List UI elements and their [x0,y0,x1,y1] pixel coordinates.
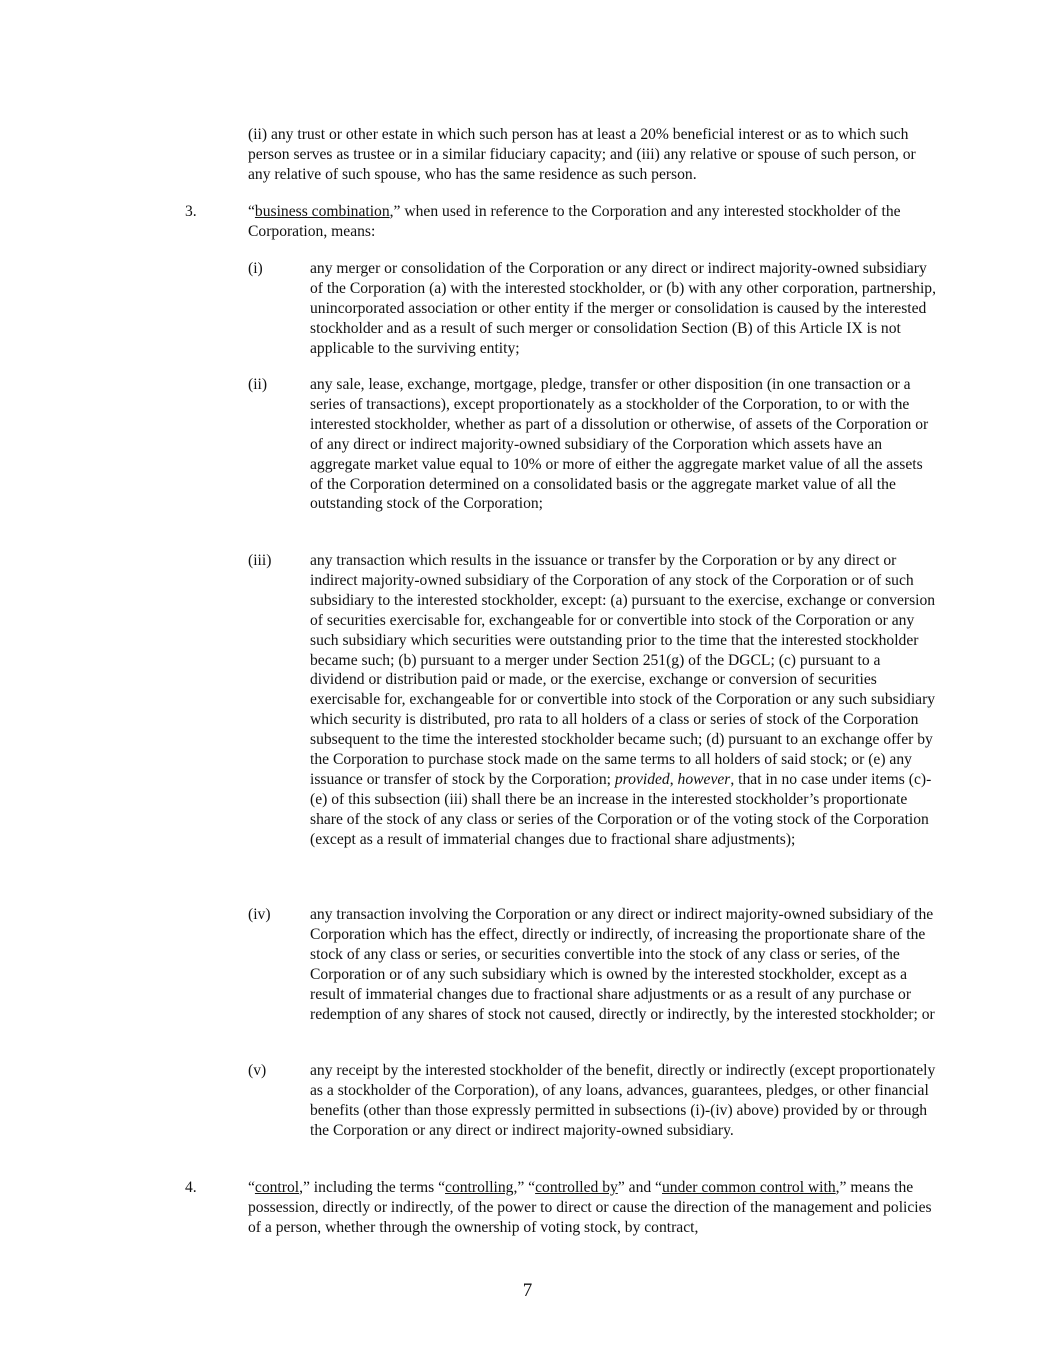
subsection-text: any sale, lease, exchange, mortgage, pledge, transfer or other disposition (in one transaction or a series of transactions), except proportionately as a stockholder of the Corporation, to or with the interested stockholder, whether as part of a dissolution or otherwise, of assets of the Corporation or of any direct or indirect majority-owned subsidiary of the Corporation which assets have an aggregate market value equal to 10% or more of either the aggregate market value of all the assets of the Corporation determined on a consolidated basis or the aggregate market value of all the outstanding stock of the Corporation; [310,376,929,513]
page-number: 7 [522,1280,533,1301]
subsection-text: any receipt by the interested stockholder of the benefit, directly or indirectly (except proportionately as a stockholder of the Corporation), of any loans, advances, guarantees, pledges, or other financial benefits (other than those expressly permitted in subsections (i)-(iv) above) provided by or through the Corporation or any direct or indirect majority-owned subsidiary. [310,1062,936,1139]
subsection-label: (v) [248,1062,267,1079]
italic-however: however [677,770,731,788]
definition-item-3 [185,202,945,242]
subsection-label: (iii) [248,552,272,569]
intro-paragraph: (ii) any trust or other estate in which such person has at least a 20% beneficial interest or as to which such person serves as trustee or in a similar fiduciary capacity; and (iii) any relative or spouse of such person, or any relative of such spouse, who has the same residence as such person. [248,126,916,183]
subsection-label: (iv) [248,906,271,923]
subsection-text: any transaction which results in the issuance or transfer by the Corporation or by any direct or indirect majority-owned subsidiary of the Corporation of any stock of the Corporation or of such subsidiary to the interested stockholder, except: (a) pursuant to the exercise, exchange or conversion of securities exercisable for, exchangeable for or convertible into stock of the Corporation or any such subsidiary which securities were outstanding prior to the time that the interested stockholder became such; (b) pursuant to a merger under Section 251(g) of the DGCL; (c) pursuant to a dividend or distribution paid or made, or the exercise, exchange or conversion of securities exercisable for, exchangeable for or convertible into stock of the Corporation or any such subsidiary which security is distributed, pro rata to all holders of a class or series of stock of the Corporation subsequent to the time the interested stockholder became such; (d) pursuant to an exchange offer by the Corporation to purchase stock made on the same terms to all holders of said stock; or (e) any issuance or transfer of stock by the Corporation; provided, however, that in no case under items (c)-(e) of this subsection (iii) shall there be an increase in the interested stockholder’s proportionate share of the stock of any class or series of the Corporation or of the voting stock of the Corporation (except as a result of immaterial changes due to fractional share adjustments); [310,552,936,848]
defined-term-controlling: controlling [445,1179,514,1196]
subsection-text: any transaction involving the Corporation or any direct or indirect majority-owned subsidiary of the Corporation which has the effect, directly or indirectly, of increasing the proportionate share of the stock of any class or series, or securities convertible into the stock of any class or series, of the Corporation or of any such subsidiary which is owned by the interested stockholder, except as a result of immaterial changes due to fractional share adjustments or as a result of any purchase or redemption of any shares of stock not caused, directly or indirectly, by the interested stockholder; or [310,906,935,1023]
subsection-label: (ii) [248,376,268,393]
italic-provided: provided [614,770,670,788]
subsection-text: any merger or consolidation of the Corporation or any direct or indirect majority-owned subsidiary of the Corporation (a) with the interested stockholder, or (b) with any other corporation, partnership, unincorporated association or other entity if the merger or consolidation is caused by the interested stockholder and as a result of such merger or consolidation Section (B) of this Article IX is not applicable to the surviving entity; [310,260,936,357]
defined-term-controlled-by: controlled by [535,1179,618,1196]
subsection-label: (i) [248,260,263,277]
subsection-iii [248,551,948,850]
subsection-iv [248,905,948,1024]
definition-text: “business combination,” when used in reference to the Corporation and any interested stockholder of the Corporation, means: [248,203,901,240]
item-number: 3. [185,203,197,220]
subsection-v [248,1061,948,1141]
definition-item-4 [185,1178,945,1238]
subsection-i [248,259,948,359]
item-number: 4. [185,1179,197,1196]
defined-term-control: control [254,1179,300,1196]
definition-text: “control,” including the terms “controlling,” “controlled by” and “under common control with,” means the possession, directly or indirectly, of the power to direct or cause the direction of the management and policies of a person, whether through the ownership of voting stock, by contract, [248,1179,932,1236]
defined-term-business-combination: business combination [254,203,390,220]
defined-term-under-common-control-with: under common control with [661,1179,836,1196]
subsection-ii [248,375,948,514]
